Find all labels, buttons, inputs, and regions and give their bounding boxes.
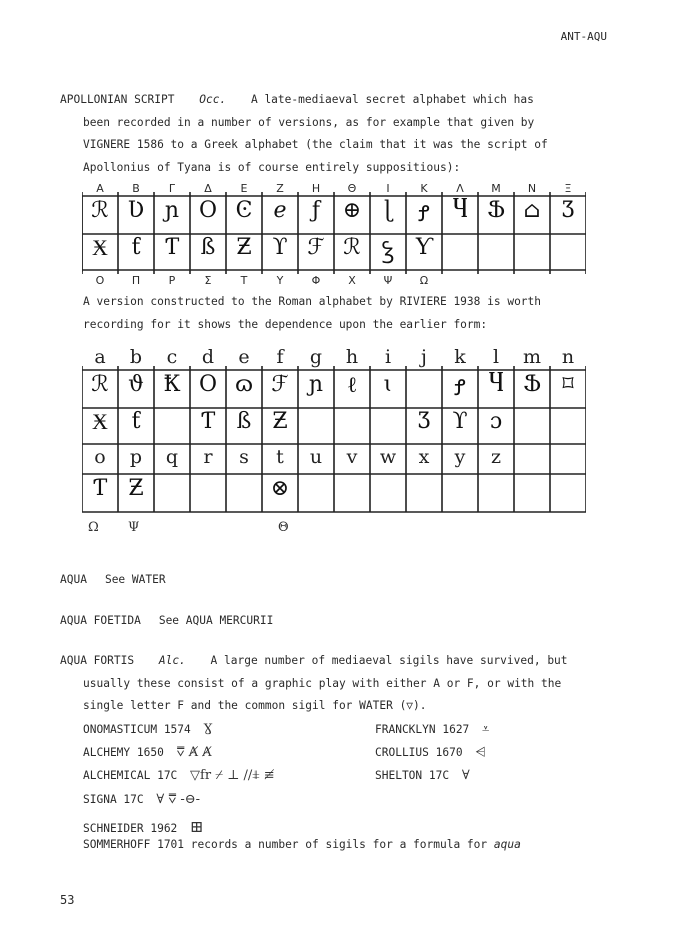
roman-letter: r [203, 446, 213, 468]
roman-letter: k [454, 346, 466, 368]
roman-letter: y [454, 446, 466, 468]
sigil-alchemy [83, 745, 212, 760]
cipher-glyph: ɔ [489, 409, 503, 434]
roman-letter: q [165, 446, 179, 468]
cipher-glyph: Ӿ [92, 236, 108, 261]
cipher-glyph: ß [236, 409, 252, 434]
cipher-glyph: ɲ [308, 372, 324, 397]
roman-letter: d [201, 346, 215, 368]
cipher-glyph: Ͼ [235, 198, 253, 223]
cipher-glyph: Ꝁ [163, 372, 181, 397]
see-reference: See AQUA MERCURII [158, 614, 274, 627]
roman-letter: x [418, 446, 430, 468]
roman-glyph-row-1 [82, 372, 586, 406]
cipher-glyph: Ֆ [486, 198, 506, 223]
psi-symbol: Ψ [128, 520, 140, 535]
sigil-glyphs: ⩢ Ⱥ Ⱥ [176, 745, 212, 760]
roman-letter: c [166, 346, 178, 368]
entry-line: single letter F and the common sigil for WATER (▽). [83, 699, 427, 712]
entry-line: Apollonius of Tyana is of course entirely suppositious): [83, 160, 461, 174]
greek-letter: Β [132, 182, 140, 195]
cipher-glyph: ɲ [164, 198, 180, 223]
entry-definition: A large number of mediaeval sigils have survived, but [210, 654, 568, 667]
greek-glyph-row-1 [82, 198, 586, 232]
roman-glyph-row-2 [82, 409, 586, 443]
cipher-glyph: ɩ [383, 372, 393, 397]
sommerhoff-text: SOMMERHOFF 1701 records a number of sigils for a formula for [83, 838, 488, 851]
roman-letter: i [384, 346, 392, 368]
sigil-glyphs: ∀ ⩢ -⊖- [156, 792, 201, 807]
cipher-glyph: ℱ [271, 372, 289, 397]
cipher-glyph: ⌂ [523, 198, 541, 223]
cipher-glyph: Ƴ [415, 235, 433, 260]
greek-letter: Υ [276, 274, 284, 287]
cipher-glyph: ɭ [384, 198, 392, 223]
roman-alphabet-table [82, 346, 586, 542]
sigil-label: SCHNEIDER 1962 [83, 822, 178, 835]
roman-letter: v [346, 446, 358, 468]
greek-letter: Ο [95, 274, 105, 287]
greek-letter: Ρ [168, 274, 176, 287]
cipher-glyph: Ƭ [164, 235, 180, 260]
roman-letter: o [94, 446, 106, 468]
sigil-shelton [375, 768, 470, 783]
cipher-glyph: Ʒ [561, 198, 575, 223]
entry-term: AQUA FOETIDA [60, 614, 141, 627]
greek-letter: Ε [240, 182, 248, 195]
sigil-alchemical [83, 768, 275, 783]
sigil-glyphs: ⩡ [482, 722, 490, 737]
sigil-onomasticum [83, 722, 213, 737]
sigil-label: SHELTON 17C [375, 769, 450, 782]
cipher-glyph: Ƶ [236, 235, 252, 260]
sigil-glyphs: ∀ [461, 768, 470, 783]
roman-letter: a [94, 346, 106, 368]
cipher-glyph: Ƭ [200, 409, 216, 434]
greek-letters-bottom [82, 274, 586, 288]
entry-aqua-foetida [60, 614, 273, 627]
roman-letters-mid [82, 446, 586, 470]
greek-alphabet-table [82, 182, 586, 290]
cipher-glyph: Ӿ [92, 410, 108, 435]
entry-line: VIGNERE 1586 to a Greek alphabet (the claim that it was the script of [83, 138, 548, 151]
roman-below-symbols [82, 518, 586, 540]
running-head: ANT-AQU [560, 30, 607, 43]
greek-letter: Φ [311, 274, 321, 287]
cipher-glyph: ⊗ [270, 476, 290, 501]
greek-letter: Ψ [383, 274, 393, 287]
sommerhoff-line [83, 838, 521, 851]
entry-line: usually these consist of a graphic play with either A or F, or with the [83, 676, 562, 690]
cipher-glyph: Ꝭ [418, 202, 430, 227]
sigil-glyphs: Ɣ [203, 722, 213, 737]
cipher-glyph: Ƶ [128, 476, 144, 501]
cipher-glyph: ϒ [452, 409, 468, 434]
roman-letter: l [492, 346, 500, 368]
cipher-glyph: Ο [198, 372, 218, 397]
sigil-label: FRANCKLYN 1627 [375, 723, 470, 736]
cipher-glyph: Ⴗ [487, 372, 505, 397]
cipher-glyph: Ʒ [417, 409, 431, 434]
cipher-glyph: ℛ [91, 372, 109, 397]
cipher-glyph: ƭ [131, 409, 141, 434]
entry-term: AQUA [60, 573, 87, 586]
roman-letter: f [276, 346, 284, 368]
sigil-glyphs: ▽fr ⌿ ⊥ //⋕ ≢ [190, 768, 275, 783]
theta-symbol: Θ [278, 520, 289, 535]
sommerhoff-italic: aqua [493, 838, 521, 851]
roman-letter: n [561, 346, 575, 368]
entry-aqua-fortis [60, 650, 620, 718]
sigil-crollius [375, 745, 486, 760]
roman-letter: p [129, 446, 143, 468]
cipher-glyph: Ⴗ [451, 198, 469, 223]
roman-letter: e [238, 346, 250, 368]
sigil-schneider [83, 817, 203, 836]
cipher-glyph: ℛ [91, 198, 109, 223]
sigil-glyphs: ⊞ [190, 817, 204, 836]
greek-letter: Ν [527, 182, 537, 195]
roman-letter: b [129, 346, 143, 368]
greek-letter: Σ [204, 274, 212, 287]
sigil-label: SIGNA 17C [83, 793, 144, 806]
cipher-glyph: ⌑ [562, 372, 574, 397]
greek-letter: Η [311, 182, 321, 195]
omega-symbol: Ω [88, 520, 99, 535]
roman-letter: s [239, 446, 249, 468]
page-number: 53 [60, 893, 75, 907]
greek-letter: Ι [386, 182, 390, 195]
entry-tag: Occ. [199, 93, 227, 106]
cipher-glyph: ℯ [273, 198, 287, 223]
greek-letter: Ξ [564, 182, 572, 195]
entry-line: been recorded in a number of versions, as for example that given by [83, 115, 535, 129]
roman-letter: m [522, 346, 542, 368]
roman-letter: w [379, 446, 397, 468]
cipher-glyph: ƒ [311, 198, 321, 223]
cipher-glyph: Ο [198, 198, 218, 223]
cipher-glyph: ϑ [128, 372, 144, 397]
cipher-glyph: ⊕ [342, 198, 362, 223]
entry-aqua [60, 573, 166, 586]
cipher-glyph: Ꝭ [454, 376, 466, 401]
roman-letter: h [345, 346, 359, 368]
entry-term: APOLLONIAN SCRIPT [60, 93, 175, 106]
sigil-label: ALCHEMICAL 17C [83, 769, 178, 782]
cipher-glyph: Ƶ [272, 409, 288, 434]
greek-letter: Π [131, 274, 141, 287]
greek-letter: Τ [240, 274, 248, 287]
cipher-glyph: Ʋ [127, 198, 145, 223]
cipher-glyph: ɷ [234, 372, 254, 397]
greek-letter: Κ [420, 182, 428, 195]
sigil-glyphs: ⩤ [475, 745, 486, 760]
greek-letter: Γ [168, 182, 176, 195]
sigil-label: ALCHEMY 1650 [83, 746, 164, 759]
greek-letter: Ζ [276, 182, 284, 195]
roman-letter: j [421, 346, 427, 368]
entry-tag: Alc. [158, 654, 186, 667]
sigil-label: ONOMASTICUM 1574 [83, 723, 191, 736]
cipher-glyph: ℛ [343, 235, 361, 260]
greek-letter: Χ [348, 274, 356, 287]
greek-letter: Α [96, 182, 104, 195]
entry-apollonian-script [60, 89, 620, 179]
riviere-line: recording for it shows the dependence upon the earlier form: [83, 317, 488, 331]
cipher-glyph: Ƭ [92, 476, 108, 501]
entry-definition: A late-mediaeval secret alphabet which has [250, 93, 534, 106]
greek-letter: Θ [347, 182, 357, 195]
roman-glyph-row-3 [82, 476, 586, 510]
greek-letter: Δ [204, 182, 212, 195]
greek-letter: Λ [456, 182, 464, 195]
sigil-label: CROLLIUS 1670 [375, 746, 463, 759]
riviere-paragraph [83, 291, 623, 336]
sigil-signa [83, 792, 200, 807]
riviere-line: A version constructed to the Roman alphabet by RIVIERE 1938 is worth [83, 295, 542, 308]
greek-letter: Ω [419, 274, 429, 287]
roman-letter: z [490, 446, 501, 468]
cipher-glyph: Ꝣ [381, 239, 395, 264]
see-reference: See WATER [104, 573, 166, 586]
roman-letter: g [309, 346, 323, 368]
roman-letter: u [309, 446, 323, 468]
cipher-glyph: ϒ [272, 235, 288, 260]
cipher-glyph: Ֆ [522, 372, 542, 397]
cipher-glyph: ß [200, 235, 216, 260]
cipher-glyph: ℱ [307, 235, 325, 260]
entry-term: AQUA FORTIS [60, 654, 135, 667]
roman-letter: t [276, 446, 284, 468]
greek-glyph-row-2 [82, 235, 586, 269]
cipher-glyph: ƭ [131, 235, 141, 260]
cipher-glyph: ℓ [346, 373, 358, 398]
sigil-francklyn [375, 722, 489, 737]
greek-letter: Μ [491, 182, 501, 195]
